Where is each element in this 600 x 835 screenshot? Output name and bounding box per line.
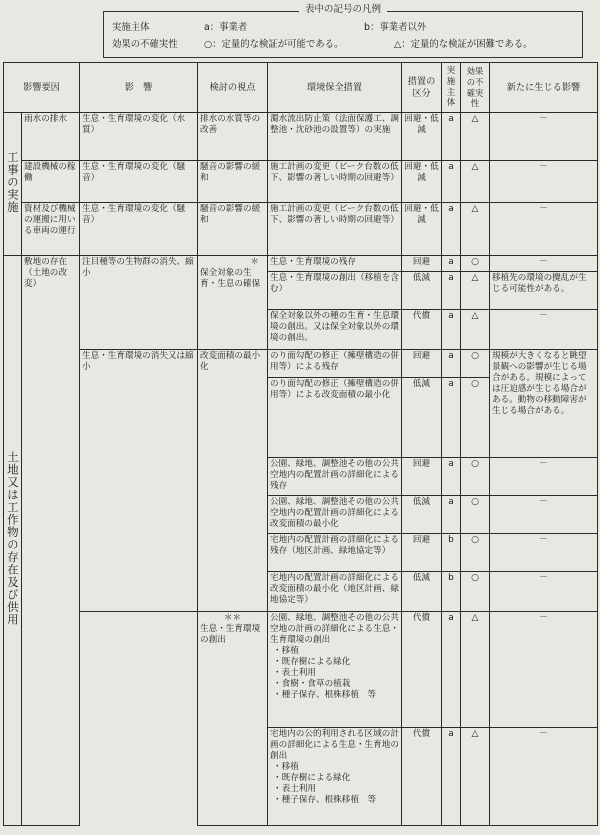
list-item: ・既存樹による緑化 [273,657,351,667]
cell-uncertainty: △ [461,612,490,728]
cell-actor: b [442,534,461,572]
cell-factor: 資材及び機械の運搬に用いる車両の運行 [22,203,80,256]
cell-category: 低減 [402,572,442,612]
cell-impact: 生息・生育環境の変化（水質） [80,113,198,161]
list-item: ・種子保存、根株移植 等 [273,795,377,805]
legend-actor-b: b：事業者以外 [364,22,427,34]
cell-measure: 公園、緑地、調整池その他の公共空地内の配置計画の詳細化による改変面積の最小化 [268,496,402,534]
cell-new-impact: － [490,496,598,534]
cell-category: 低減 [402,496,442,534]
cell-category: 回避 [402,256,442,272]
cell-actor: a [442,272,461,310]
list-item: ・移植 [273,646,299,656]
cell-uncertainty: △ [461,161,490,203]
list-item: ・既存樹による緑化 [273,773,351,783]
legend-actor-label: 実施主体 [112,22,150,34]
cell-category: 低減 [402,378,442,458]
cell-measure: 宅地内の配置計画の詳細化による改変面積の最小化（地区計画、緑地協定等） [268,572,402,612]
cell-impact: 生息・生育環境の変化（騒音） [80,161,198,203]
table-header-row [4,63,598,113]
cell-category: 回避 [402,458,442,496]
list-item: ・表土利用 [273,668,316,678]
measures-table [3,62,598,826]
cell-impact-blank [80,612,198,826]
footnote-star: ＊ [250,257,259,267]
cell-measure: 施工計画の変更（ピーク台数の低下、影響の著しい時期の回避等） [268,203,402,256]
cell-uncertainty: △ [461,310,490,350]
cell-uncertainty: △ [461,272,490,310]
table-row [4,203,598,256]
cell-uncertainty: △ [461,113,490,161]
legend-box [103,11,583,58]
measure-text: 公園、緑地、調整池その他の公共空地の計画の詳細化による生息・生育環境の創出 [270,613,399,645]
footnote-double-star: ＊＊ [223,613,242,623]
table-row [4,350,598,378]
cell-uncertainty: ○ [461,350,490,378]
cell-measure: のり面勾配の修正（擁壁構造の併用等）による改変面積の最小化 [268,378,402,458]
cell-new-impact: 規模が大きくなると眺望景観への影響が生じる場合がある。規模によっては圧迫感が生じる場合がある。動物の移動障害が生じる場合がある。 [490,350,598,458]
cell-actor: a [442,113,461,161]
legend-actor-a: a：事業者 [204,22,248,34]
section-construction: 工事の実施 [4,113,22,256]
table-row [4,113,598,161]
header-uncertainty: 効果の不確実性 [461,63,490,113]
cell-new-impact: － [490,612,598,728]
legend [103,4,583,60]
header-viewpoint: 検討の視点 [198,63,268,113]
cell-viewpoint: 排水の水質等の改善 [198,113,268,161]
cell-category: 回避・低減 [402,113,442,161]
cell-category: 代償 [402,612,442,728]
cell-uncertainty: ○ [461,256,490,272]
cell-measure: 公園、緑地、調整池その他の公共空地内の配置計画の詳細化による残存 [268,458,402,496]
cell-factor: 建設機械の稼働 [22,161,80,203]
viewpoint-text: 保全対象の生育・生息の確保 [200,268,261,289]
header-new-impact: 新たに生じる影響 [490,63,598,113]
cell-impact-loss: 注目種等の生物群の消失、縮小 [80,256,198,350]
cell-factor-existence: 敷地の存在（土地の改変） [22,256,80,826]
cell-actor: a [442,203,461,256]
cell-category: 代償 [402,728,442,826]
cell-measure: 生息・生育環境の残存 [268,256,402,272]
cell-actor: a [442,161,461,203]
legend-row-uncertainty [112,37,574,54]
cell-uncertainty: △ [461,203,490,256]
cell-new-impact: － [490,458,598,496]
legend-uncertainty-label: 効果の不確実性 [112,39,178,51]
measure-text: 宅地内の公的利用される区域の計画の詳細化による生息・生育地の創出 [270,729,399,761]
cell-impact: 生息・生育環境の変化（騒音） [80,203,198,256]
cell-uncertainty: ○ [461,458,490,496]
cell-factor: 雨水の排水 [22,113,80,161]
list-item: ・種子保存、根株移植 等 [273,690,377,700]
cell-actor: b [442,572,461,612]
header-category: 措置の区分 [402,63,442,113]
cell-category: 回避 [402,350,442,378]
cell-measure: 宅地内の配置計画の詳細化による残存（地区計画、緑地協定等） [268,534,402,572]
table-row [4,612,598,728]
list-item: ・食樹・食草の植栽 [273,679,351,689]
cell-viewpoint-create [198,612,268,826]
cell-new-impact: － [490,256,598,272]
cell-category: 回避 [402,534,442,572]
cell-new-impact: 移植先の環境の攪乱が生じる可能性がある。 [490,272,598,310]
cell-actor: a [442,728,461,826]
cell-viewpoint-minimize: 改変面積の最小化 [198,350,268,612]
legend-uncertainty-circle: ○：定量的な検証が可能である。 [204,39,344,51]
table-row [4,256,598,272]
cell-new-impact: － [490,161,598,203]
list-item: ・移植 [273,762,299,772]
cell-measure: 生息・生育環境の創出（移植を含む） [268,272,402,310]
cell-uncertainty: ○ [461,572,490,612]
legend-row-actor [112,20,574,37]
cell-category: 代償 [402,310,442,350]
header-impact: 影 響 [80,63,198,113]
cell-actor: a [442,458,461,496]
cell-measure: 施工計画の変更（ピーク台数の低下、影響の著しい時期の回避等） [268,161,402,203]
cell-new-impact: － [490,728,598,826]
cell-new-impact: － [490,310,598,350]
cell-new-impact: － [490,203,598,256]
table-row [4,161,598,203]
cell-category: 回避・低減 [402,203,442,256]
cell-viewpoint: 騒音の影響の緩和 [198,203,268,256]
cell-measure: のり面勾配の修正（擁壁構造の併用等）による残存 [268,350,402,378]
cell-viewpoint-preserve [198,256,268,350]
cell-measure [268,612,402,728]
header-actor: 実施主体 [442,63,461,113]
cell-actor: a [442,310,461,350]
cell-actor: a [442,378,461,458]
header-measure: 環境保全措置 [268,63,402,113]
cell-impact-habitat: 生息・生育環境の消失又は縮小 [80,350,198,612]
cell-new-impact: － [490,572,598,612]
cell-category: 低減 [402,272,442,310]
list-item: ・表土利用 [273,784,316,794]
cell-uncertainty: ○ [461,378,490,458]
viewpoint-text: 生息・生育環境の創出 [200,624,261,645]
legend-uncertainty-triangle: △：定量的な検証が困難である。 [394,39,533,51]
cell-measure: 保全対象以外の種の生育・生息環境の創出。又は保全対象以外の環境の創出。 [268,310,402,350]
legend-title: 表中の記号の凡例 [103,4,583,16]
cell-category: 回避・低減 [402,161,442,203]
cell-uncertainty: ○ [461,496,490,534]
section-existence: 土地又は工作物の存在及び供用 [4,256,22,826]
cell-actor: a [442,496,461,534]
cell-actor: a [442,350,461,378]
cell-viewpoint: 騒音の影響の緩和 [198,161,268,203]
cell-measure: 濁水流出防止策（法面保護工、調整池・沈砂池の設置等）の実施 [268,113,402,161]
cell-new-impact: － [490,534,598,572]
cell-measure [268,728,402,826]
cell-actor: a [442,256,461,272]
cell-actor: a [442,612,461,728]
header-factor: 影響要因 [4,63,80,113]
cell-new-impact: － [490,113,598,161]
cell-uncertainty: △ [461,728,490,826]
cell-uncertainty: ○ [461,534,490,572]
